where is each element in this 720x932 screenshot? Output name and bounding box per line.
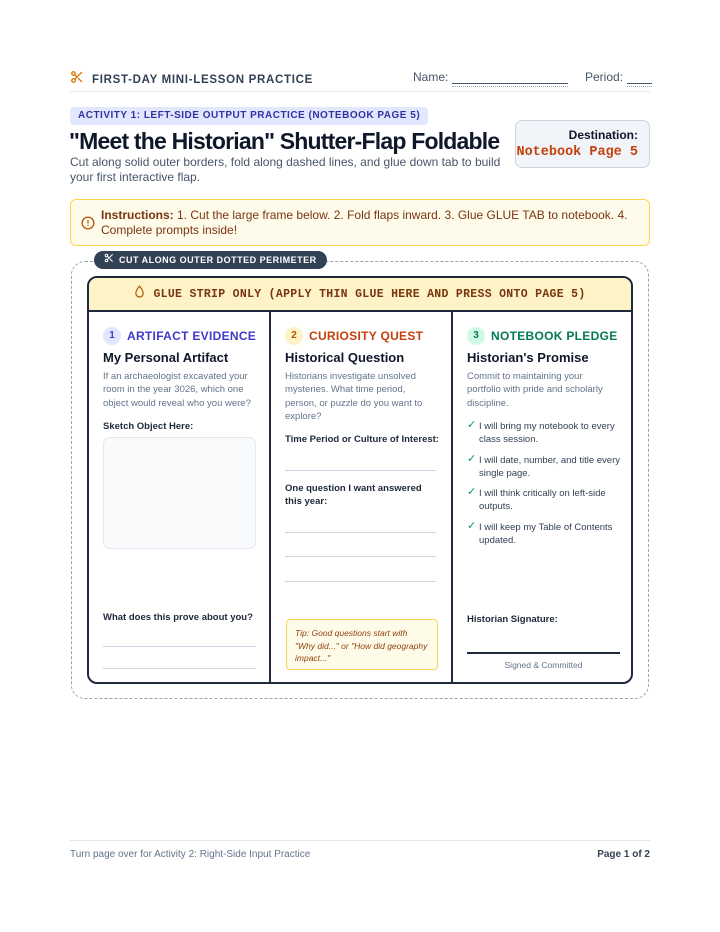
period-field[interactable] (585, 70, 652, 84)
flap-heading: My Personal Artifact (103, 350, 229, 365)
flap-description: Historians investigate unsolved mysteries. What time period, person, or puzzle do you want to explore? (285, 371, 423, 422)
instructions-text: 1. Cut the large frame below. 2. Fold flaps inward. 3. Glue GLUE TAB to notebook. 4. Complete prompts inside! (101, 208, 628, 237)
sketch-area[interactable] (103, 437, 256, 549)
question-label: One question I want answered this year: (285, 483, 422, 507)
info-icon (81, 216, 95, 234)
cut-tag (94, 251, 327, 269)
brand-title: FIRST-DAY MINI-LESSON PRACTICE (92, 73, 313, 86)
page-title: "Meet the Historian" Shutter-Flap Foldable (69, 128, 500, 154)
pledge-text: I will think critically on left-side outputs. (479, 488, 606, 513)
destination-value: Notebook Page 5 (516, 145, 638, 160)
pledge-text: I will bring my notebook to every class session. (479, 421, 615, 446)
pledge-item (467, 521, 623, 548)
glue-strip (89, 278, 631, 312)
name-blank[interactable] (452, 72, 568, 84)
pledge-item (467, 487, 623, 514)
flap-heading: Historical Question (285, 350, 405, 365)
checkmark-icon: ✓ (467, 419, 477, 431)
sketch-label: Sketch Object Here: (103, 421, 194, 432)
foldable-card (87, 276, 633, 684)
footer-note: Turn page over for Activity 2: Right-Side Input Practice (70, 849, 311, 860)
flap-notebook-pledge (453, 312, 633, 682)
brand (70, 70, 313, 89)
pledge-text: I will date, number, and title every single page. (479, 455, 620, 480)
pledge-item (467, 454, 623, 481)
glue-strip-text: GLUE STRIP ONLY (APPLY THIN GLUE HERE AND PRESS ONTO PAGE 5) (153, 287, 586, 301)
step-badge-3: 3 (467, 327, 485, 345)
activity-pill: ACTIVITY 1: LEFT-SIDE OUTPUT PRACTICE (NOTEBOOK PAGE 5) (70, 107, 428, 125)
flap-title: NOTEBOOK PLEDGE (491, 329, 618, 343)
pledge-text: I will keep my Table of Contents updated. (479, 522, 613, 547)
write-line[interactable] (103, 668, 256, 669)
flap-artifact-evidence (89, 312, 271, 682)
time-period-label: Time Period or Culture of Interest: (285, 434, 439, 445)
period-label: Period: (585, 70, 624, 84)
signature-caption: Signed & Committed (504, 660, 583, 670)
cut-tag-text: CUT ALONG OUTER DOTTED PERIMETER (119, 255, 317, 265)
page-subtitle: Cut along solid outer borders, fold along dashed lines, and glue down tab to build your first interactive flap. (70, 155, 501, 184)
destination-label: Destination: (568, 128, 638, 142)
page-header (70, 66, 650, 92)
signature-label: Historian Signature: (467, 614, 558, 625)
page-number: Page 1 of 2 (597, 849, 650, 860)
step-badge-1: 1 (103, 327, 121, 345)
flap-heading: Historian's Promise (467, 350, 589, 365)
droplet-icon (134, 285, 145, 303)
prove-label: What does this prove about you? (103, 612, 253, 623)
period-blank[interactable] (627, 72, 652, 84)
flap-title: ARTIFACT EVIDENCE (127, 329, 257, 343)
tip-box: Tip: Good questions start with "Why did..." or "How did geography impact..." (286, 619, 438, 670)
write-line[interactable] (285, 470, 436, 471)
scissors-icon (104, 251, 114, 269)
write-line[interactable] (285, 581, 436, 582)
destination-box (515, 120, 650, 168)
write-line[interactable] (285, 532, 436, 533)
flap-description: Commit to maintaining your portfolio with pride and scholarly discipline. (467, 371, 603, 409)
name-label: Name: (413, 70, 449, 84)
scissors-icon (70, 70, 84, 89)
signature-line[interactable] (467, 652, 620, 654)
step-badge-2: 2 (285, 327, 303, 345)
checkmark-icon: ✓ (467, 520, 477, 532)
checkmark-icon: ✓ (467, 486, 477, 498)
name-field[interactable] (413, 70, 568, 84)
pledge-item (467, 420, 623, 447)
instructions-label: Instructions: (101, 208, 174, 222)
flap-curiosity-quest (271, 312, 453, 682)
page-footer (70, 840, 650, 860)
write-line[interactable] (103, 646, 256, 647)
write-line[interactable] (285, 556, 436, 557)
flap-description: If an archaeologist excavated your room in the year 3026, which one object would reveal who you were? (103, 371, 251, 409)
checkmark-icon: ✓ (467, 453, 477, 465)
flap-title: CURIOSITY QUEST (309, 329, 424, 343)
instructions-banner (70, 199, 650, 246)
